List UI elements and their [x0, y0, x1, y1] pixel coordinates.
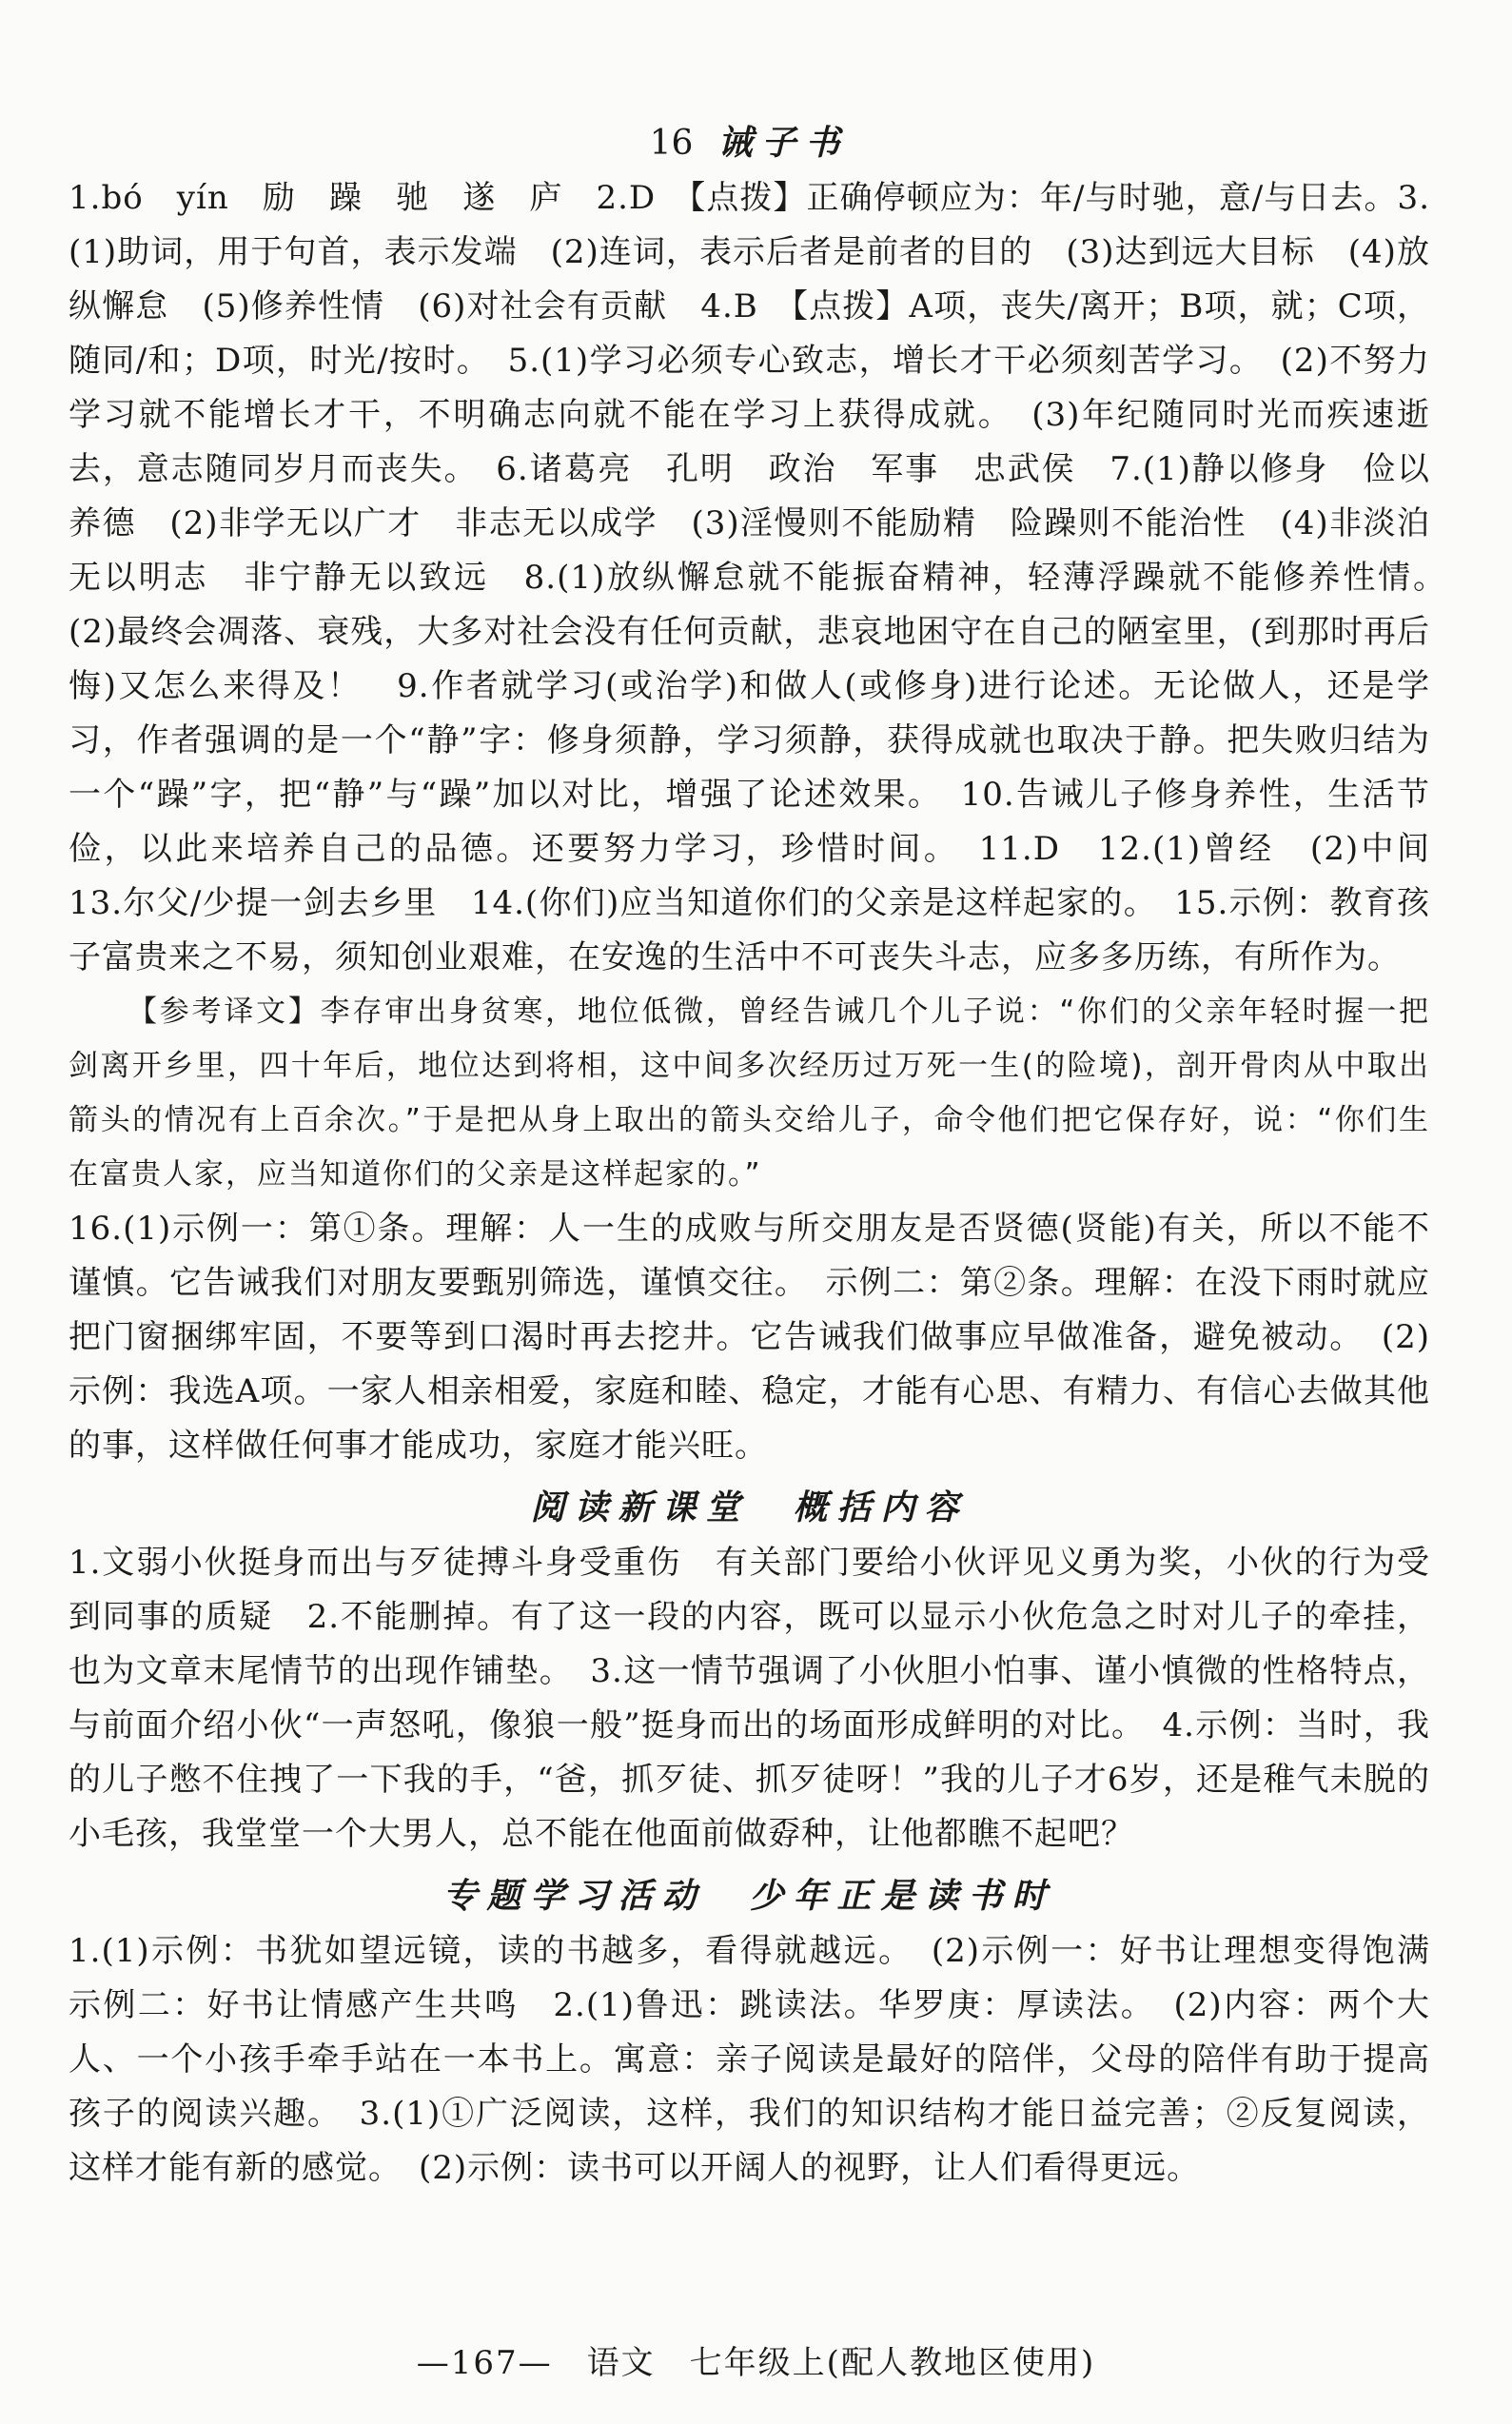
section-title-lesson-16 — [69, 114, 1430, 171]
reference-translation: 【参考译文】李存审出身贫寒，地位低微，曾经告诫几个儿子说：“你们的父亲年轻时握一把剑离开乡里，四十年后，地位达到将相，这中间多次经历过万死一生(的险境)，剖开骨肉从中取出箭头的情况有上百余次。”于是把从身上取出的箭头交给儿子，命令他们把它保存好，说：“你们生在富贵人家，应当知道你们的父亲是这样起家的。” — [69, 995, 1430, 1192]
answer-16: 16.(1)示例一：第①条。理解：人一生的成败与所交朋友是否贤德(贤能)有关，所以不能不谨慎。它告诫我们对朋友要甄别筛选，谨慎交往。 示例二：第②条。理解：在没下雨时就应把门窗捆绑牢固，不要等到口渴时再去挖井。它告诫我们做事应早做准备，避免被动。 (2)示例：我选A项。一家人相亲相爱，家庭和睦、稳定，才能有心思、有精力、有信心去做其他的事，这样做任何事才能成功，家庭才能兴旺。 — [69, 1210, 1430, 1465]
page-footer: —167— 语文 七年级上(配人教地区使用) — [416, 2344, 1096, 2382]
answers-reading: 1.文弱小伙挺身而出与歹徒搏斗身受重伤 有关部门要给小伙评见义勇为奖，小伙的行为受到同事的质疑 2.不能删掉。有了这一段的内容，既可以显示小伙危急之时对儿子的牵挂，也为文章末尾情节的出现作铺垫。 3.这一情节强调了小伙胆小怕事、谨小慎微的性格特点，与前面介绍小伙“一声怒吼，像狼一般”挺身而出的场面形成鲜明的对比。 4.示例：当时，我的儿子憋不住拽了一下我的手，“爸，抓歹徒、抓歹徒呀！”我的儿子才6岁，还是稚气未脱的小毛孩，我堂堂一个大男人，总不能在他面前做孬种，让他都瞧不起吧？ — [69, 1544, 1430, 1853]
lesson-title: 诫子书 — [717, 123, 850, 163]
lesson-number: 16 — [649, 124, 694, 163]
section-title-reading: 阅读新课堂 概括内容 — [530, 1488, 969, 1527]
answers-lesson-16: 1.bó yín 励 躁 驰 遂 庐 2.D 【点拨】正确停顿应为：年/与时驰，意/与日去。3.(1)助词，用于句首，表示发端 (2)连词，表示后者是前者的目的 (3)达到远大目标 (4)放纵懈怠 (5)修养性情 (6)对社会有贡献 4.B 【点拨】A项，丧失/离开；B项，就；C项，随同/和；D项，时光/按时。 5.(1)学习必须专心致志，增长才干必须刻苦学习。 (2)不努力学习就不能增长才干，不明确志向就不能在学习上获得成就。 (3)年纪随同时光而疾速逝去，意志随同岁月而丧失。 6.诸葛亮 孔明 政治 军事 忠武侯 7.(1)静以修身 俭以养德 (2)非学无以广才 非志无以成学 (3)淫慢则不能励精 险躁则不能治性 (4)非淡泊无以明志 非宁静无以致远 8.(1)放纵懈怠就不能振奋精神，轻薄浮躁就不能修养性情。 (2)最终会凋落、衰残，大多对社会没有任何贡献，悲哀地困守在自己的陋室里，(到那时再后悔)又怎么来得及！ 9.作者就学习(或治学)和做人(或修身)进行论述。无论做人，还是学习，作者强调的是一个“静”字：修身须静，学习须静，获得成就也取决于静。把失败归结为一个“躁”字，把“静”与“躁”加以对比，增强了论述效果。 10.告诫儿子修身养性，生活节俭，以此来培养自己的品德。还要努力学习，珍惜时间。 11.D 12.(1)曾经 (2)中间 13.尔父/少提一剑去乡里 14.(你们)应当知道你们的父亲是这样起家的。 15.示例：教育孩子富贵来之不易，须知创业艰难，在安逸的生活中不可丧失斗志，应多多历练，有所作为。 — [69, 179, 1463, 976]
answers-activity: 1.(1)示例：书犹如望远镜，读的书越多，看得就越远。 (2)示例一：好书让理想变得饱满 示例二：好书让情感产生共鸣 2.(1)鲁迅：跳读法。华罗庚：厚读法。 (2)内容：两个大人、一个小孩手牵手站在一本书上。寓意：亲子阅读是最好的陪伴，父母的陪伴有助于提高孩子的阅读兴趣。 3.(1)①广泛阅读，这样，我们的知识结构才能日益完善；②反复阅读，这样才能有新的感觉。 (2)示例：读书可以开阔人的视野，让人们看得更远。 — [69, 1932, 1463, 2187]
section-title-activity: 专题学习活动 少年正是读书时 — [442, 1876, 1056, 1916]
